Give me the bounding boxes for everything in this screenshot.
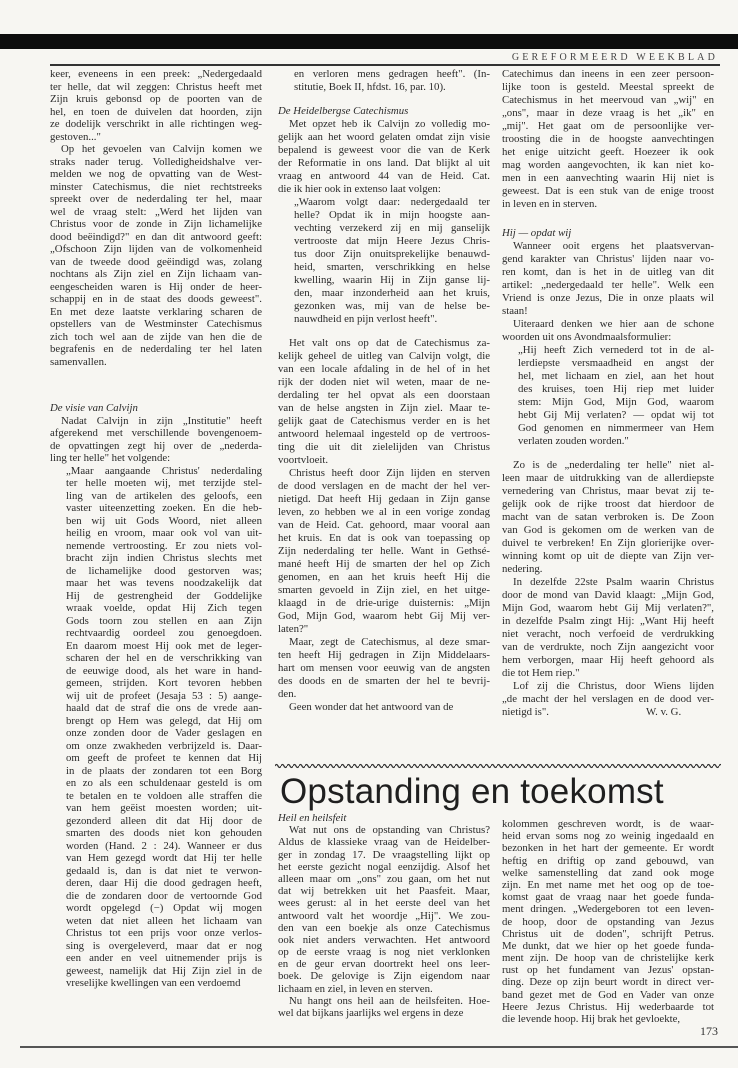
text-line: heilig en vroom, maar ook vol van uit- — [66, 527, 262, 539]
text-line: afgerekend met verschillende bovengenoem- — [50, 427, 262, 439]
text-line: Nadat Calvijn in zijn „Institutie" heeft — [61, 414, 262, 427]
text-line: door de mond van David klaagt: „Mijn God, — [502, 589, 714, 601]
paragraph — [278, 118, 490, 196]
text-line: Zijn kruis gebonsd op de poorten van de — [50, 93, 262, 105]
text-line: Vriend is onze Jezus, Die in onze plaats wil — [502, 292, 714, 304]
text-line: De visie van Calvijn — [50, 402, 138, 414]
text-line: schappij en in de staat des doods geweest". — [50, 293, 262, 305]
paragraph — [502, 318, 714, 344]
text-line: in de plaats der zondaren tot een Borg — [66, 764, 262, 777]
text-line: zich toch wel aan de zijde van hen die de — [50, 330, 262, 343]
text-line: staan! — [502, 305, 528, 317]
text-line: begrafenis en de nederdaling ter hel laten — [50, 343, 262, 355]
text-line: Zo is de „nederdaling ter helle" niet al- — [513, 459, 714, 471]
text-line: Geen wonder dat het antwoord van de — [289, 701, 454, 713]
text-line: ten heeft Hij gedragen in Zijn Middelaars- — [278, 649, 490, 661]
text-line: de lichamelijke dood gestorven was; — [66, 564, 262, 577]
text-line: men in een aanvechting waarin Hij niet is — [502, 172, 714, 184]
text-line: artikel: „nedergedaald ter helle". Welk een — [502, 279, 714, 291]
section-heading — [278, 812, 490, 824]
text-line: van de Heid. Cat. gehoord, maar vooral aan — [278, 519, 490, 531]
text-line: stitutie, Boek II, hfdst. 16, par. 10). — [294, 81, 446, 93]
text-line: gelijk gaat de Catechismus verder en is het — [278, 415, 490, 427]
text-line: winning komt op uit de diepte van Zijn ver- — [502, 550, 714, 562]
text-line: ding. Deze op zijn beurt wordt in direct ver- — [502, 976, 714, 989]
text-line: hart om mensen voor eeuwig van de angsten — [278, 662, 490, 674]
text-line: op de eerste vraag is nog niet verklonken — [278, 946, 490, 959]
text-line: gelijk ook de rijke troost dat hierdoor de — [502, 498, 714, 510]
paragraph — [278, 467, 490, 636]
paragraph — [502, 459, 714, 576]
text-line: ook niet anders verwachten. Het antwoord — [278, 933, 490, 946]
page-number: 173 — [700, 1024, 718, 1038]
text-line: smarten des doods niet kon gehouden — [66, 827, 262, 839]
text-line: vreselijke kwellingen van een verdoemd — [66, 977, 241, 989]
paragraph — [50, 143, 262, 368]
text-line: nedering. — [502, 563, 543, 575]
block-quote — [278, 68, 490, 94]
text-line: „de macht der hel verslagen en de dood ver- — [502, 693, 714, 705]
text-line: sing is overgeleverd, maar dat er nog — [66, 939, 262, 952]
text-line: maar het was tevens noodzakelijk dat — [66, 577, 262, 589]
text-line: wees gerust: al in het eerste deel van het — [278, 897, 490, 910]
text-line: van hem geëist moesten worden; uit- — [66, 802, 262, 814]
article-title: Opstanding en toekomst — [280, 772, 664, 811]
text-line: lichaam en ziel, in leven en sterven. — [278, 982, 433, 995]
text-line: dat wij betrekken uit het Paasfeit. Maar, — [278, 885, 490, 898]
column-2-upper — [278, 68, 490, 714]
text-line: tus door Zijn onuitsprekelijke benauwd- — [294, 248, 490, 260]
text-line: van God is gekomen om de werken van de — [502, 524, 714, 536]
text-line: Christus heeft door Zijn lijden en sterven — [289, 467, 490, 479]
text-line: duivel te verbreken! En Zijn glorierijke over- — [502, 537, 714, 549]
text-line: „Hij heeft Zich vernederd tot in de al- — [518, 344, 714, 356]
text-line: van de verdrukte, noch Zijn aangezicht voor — [502, 641, 714, 653]
text-line: ze dodelijk verschrikt in alle richtingen weg- — [50, 118, 262, 130]
text-line: alleen maar om „ons" zou gaan, om het nut — [278, 872, 490, 885]
paragraph — [278, 701, 490, 714]
text-line: gezonken was, mij van de helse be- — [294, 300, 490, 312]
text-line: het eerste gezicht nogal eenzijdig. Alsof het — [278, 860, 490, 873]
column-1 — [50, 68, 262, 990]
text-line: en verloren mens gedragen heeft". (In- — [294, 68, 490, 80]
text-line: heftig en driftig op zand gebouwd, van — [502, 854, 714, 867]
text-line: eengescheiden waren is Hij onder de heer- — [50, 280, 262, 293]
top-black-bar — [0, 34, 738, 49]
text-line: ben wij uit Gods Woord, niet alleen — [66, 514, 262, 527]
text-line: rust op het fundament van Jezus' opstan- — [502, 964, 714, 977]
text-line: de dood verslagen en de macht der hel ver- — [278, 480, 490, 492]
text-line: kolommen geschreven wordt, is de waar- — [502, 818, 714, 830]
text-line: Catechimus dan ineens in een zeer persoon- — [502, 68, 714, 80]
text-line: God genomen en nimmermeer van Hem — [518, 422, 714, 434]
text-line: gestoven..." — [50, 130, 101, 143]
text-line: ment zijn. De hoop van de christelijke kerk — [502, 952, 714, 965]
text-line: ger in zondag 17. De vraagstelling lijkt op — [278, 848, 490, 861]
text-line: Op het gevoelen van Calvijn komen we — [61, 143, 262, 155]
text-line: vertrooste dat mijn Heere Jezus Chris- — [294, 235, 490, 247]
text-line: lerdiepste versmaadheid en angst der — [518, 357, 714, 369]
text-line: Aldus de klassieke vraag van de Heidelber- — [278, 836, 490, 849]
paragraph — [50, 415, 262, 465]
wavy-divider — [275, 762, 721, 770]
text-line: het enige uitzicht geeft. Hoezeer ik ook — [502, 146, 714, 158]
text-line: bezonken in het hart der gemeente. Er wordt — [502, 842, 714, 855]
text-line: rijk der doden niet wil weten, maar de ne- — [278, 376, 490, 388]
text-line: Met opzet heb ik Calvijn zo volledig mo- — [289, 118, 490, 130]
text-line: zijn. En met name met het oog op de toe- — [502, 878, 714, 891]
text-line: worden (Hand. 2 : 24). Wanneer er dus — [66, 839, 262, 852]
header-rule — [50, 64, 720, 66]
text-line: nauwdheid en pijn verlost heeft". — [294, 313, 438, 325]
text-line: Wat nut ons de opstanding van Christus? — [289, 824, 490, 837]
text-line: dood beëindigd?" en dan dit antwoord geeft: — [50, 230, 262, 243]
text-line: gelijk aan het woord gelaten omdat zijn visie — [278, 131, 490, 143]
text-line: ren komt, dan is het in de uitleg van dit — [502, 266, 714, 278]
paragraph — [502, 240, 714, 318]
text-line: hel, met lichaam en ziel, aan het hout — [518, 370, 714, 382]
text-line: om geeft de profeet te kennen dat Hij — [66, 752, 262, 764]
text-line: rechtvaardig oordeel zou genoegdoen. — [66, 627, 262, 639]
paragraph — [278, 824, 490, 995]
text-line: derdaling ter hel opvat als een doorstaan — [278, 389, 490, 401]
text-line: straks nader terug. Volledigheidshalve ver- — [50, 155, 262, 168]
text-line: Wanneer ooit ergens het plaatsvervan- — [513, 240, 714, 252]
text-line: in leven en in sterven. — [502, 198, 598, 210]
text-line: die tot Hem riep." — [502, 667, 580, 679]
text-line: in dezelfde Psalm zingt Hij: „Want Hij heeft — [502, 615, 714, 627]
text-line: macht van de satan verbroken is. De Zoon — [502, 511, 714, 523]
text-line: stem: Mijn God, Mijn God, waarom — [518, 396, 714, 408]
paragraph — [502, 818, 714, 1025]
text-line: die de zondaren door de vertoornde God — [66, 889, 262, 902]
block-quote — [502, 344, 714, 448]
text-line: kwelling, waarin Hij in Zijn ganse lij- — [294, 274, 490, 286]
text-line: ting die uit dit zielelijden van Christus — [278, 441, 490, 453]
text-line: om onze zwakheden verbrijzeld is. Daar- — [66, 739, 262, 752]
text-line: de eeuwige dood, als het ware in hand- — [66, 664, 262, 677]
text-line: ter helle moeten wij, met terzijde stel- — [66, 477, 262, 489]
text-line: vernedering van Christus, maar bevat zij te- — [502, 485, 714, 497]
text-line: de opvattingen zegt hij over de „nederda- — [50, 439, 262, 452]
text-line: welke samenstelling dat zand ook moge — [502, 866, 714, 879]
text-line: die levende hoop. Hij brak het gevloekte, — [502, 1013, 681, 1025]
text-line: ling ter helle" het volgende: — [50, 452, 171, 464]
text-line: nemende vertroosting. Er zou niets vol- — [66, 539, 262, 552]
block-quote — [50, 465, 262, 990]
text-line: Christus tot een prijs voor onze verlos- — [66, 927, 262, 939]
text-line: Maar, zegt de Catechismus, al deze smar- — [289, 636, 490, 648]
text-line: komst gaat de vraag naar het goede funda- — [502, 891, 714, 904]
text-line: „mij". Het gaat om de persoonlijke ver- — [502, 120, 714, 132]
paragraph — [278, 337, 490, 467]
text-line: het kruis. En dat is ook van toepassing op — [278, 532, 490, 544]
text-line: vraag en antwoord 44 van de Heid. Cat. — [278, 170, 490, 182]
text-line: van een locale afdaling in de hel of in het — [278, 363, 490, 375]
text-line: Mijn God, waarom hebt Gij Mij verlaten?", — [502, 602, 714, 614]
text-line: Gods toorn zou stellen en aan Zijn — [66, 614, 262, 627]
text-line: heid, smarten, verschrikking en helse — [294, 261, 490, 273]
text-line: wel dat bijkans jaarlijks wel ergens in deze — [278, 1007, 464, 1019]
text-line: de hoop, door de opstanding van Jezus — [502, 915, 714, 928]
text-line: hem verborgen, maar Hij heeft gehoord als — [502, 654, 714, 666]
text-line: In dezelfde 22ste Psalm waarin Christus — [513, 576, 714, 588]
text-line: ling van de artikelen des geloofs, een — [66, 489, 262, 502]
text-line: verlaten zouden worden." — [518, 435, 629, 447]
text-line: van de helse angsten in Zijn ziel. Maar te- — [278, 402, 490, 414]
text-line: mag worden aangevochten, ik kan niet ko- — [502, 159, 714, 171]
text-line: Nu hangt ons heil aan de heilsfeiten. Hoe- — [289, 994, 490, 1007]
text-line: haald dat de straf die ons de vrede aan- — [66, 702, 262, 714]
text-line: samenvallen. — [50, 355, 107, 368]
text-line: en zo als een schuldenaar gesteld is om — [66, 777, 262, 789]
block-quote — [278, 196, 490, 326]
text-line: En daarom moest Hij ook met de leger- — [66, 639, 262, 652]
text-line: „Maar aangaande Christus' nederdaling — [66, 464, 262, 477]
text-line: van Hem gezegd wordt dat Hij ter helle — [66, 852, 262, 864]
text-line: Christus uit de doden", schrijft Petrus. — [502, 927, 714, 940]
text-line: niet veracht, noch verfoeid de verdrukking — [502, 628, 714, 640]
text-line: wij uit de profeet (Jesaja 53 : 5) aange- — [66, 689, 262, 702]
text-line: wel de vraag stelt: „Werd het lijden van — [50, 205, 262, 218]
text-line: antwoord valt het woordje „Hij". We zou- — [278, 909, 490, 922]
paragraph — [502, 576, 714, 680]
text-line: Heere Jezus Christus. Hij wederbaarde tot — [502, 1000, 714, 1013]
text-line: wordt opgelegd (−) Opdat wij mogen — [66, 902, 262, 914]
text-line: „Waarom volgt daar: nedergedaald ter — [294, 196, 490, 208]
text-line: den van een boekje als onze Catechismus — [278, 921, 490, 934]
paragraph — [278, 995, 490, 1019]
text-line: smarten gevoeld in Zijn ziel, en het uitge- — [278, 584, 490, 596]
column-3-upper — [502, 68, 714, 719]
text-line: lijke toon is gesteld. Meestal spreekt de — [502, 81, 714, 93]
text-line: Hij de gestrengheid der Goddelijke — [66, 589, 262, 602]
text-line: hel, en toen de duivelen dat hoorden, zijn — [50, 105, 262, 118]
section-heading — [502, 227, 714, 240]
text-line: gezonderd alleen dit dat Hij door de — [66, 814, 262, 827]
text-line: vechting verzekerd zij en mij ganselijk — [294, 222, 490, 234]
text-line: leven, zo hebben we al in een vorige zondag — [278, 506, 490, 518]
text-line: nietigd. Dat heeft Hij gedaan in Zijn ganse — [278, 493, 490, 505]
section-heading — [50, 402, 262, 415]
text-line: den. — [278, 688, 297, 700]
bottom-rule — [20, 1046, 738, 1048]
text-line: ter helle, dat wil zeggen: Christus heeft met — [50, 80, 262, 93]
paragraph — [502, 68, 714, 211]
text-line: geweest. Dat is een stuk van de enige troost — [502, 185, 714, 197]
text-line: band gezet met de God en Vader van onze — [502, 988, 714, 1001]
text-line: Het valt ons op dat de Catechismus za- — [289, 337, 490, 349]
text-line: keer, eveneens in een preek: „Nedergedaald — [50, 68, 262, 80]
text-line: nietigd is". W. v. G. — [502, 706, 682, 718]
text-line: gend karakter van Christus' lijden naar vo- — [502, 253, 714, 265]
text-line: heid ervan soms nog zo weinig ingedaald en — [502, 830, 714, 843]
text-line: spreekt over de nederdaling ter hel, maar — [50, 193, 262, 205]
text-line: Lof zij die Christus, door Wiens lijden — [513, 680, 714, 692]
running-header: GEREFORMEERD WEEKBLAD — [511, 52, 718, 63]
paragraph — [278, 636, 490, 701]
text-line: der Reformatie in ons land. Dat blijkt al uit — [278, 157, 490, 169]
text-line: deren, daar Hij die dood gedragen heeft, — [66, 877, 262, 889]
text-line: vaster uiteenzetting zoeken. En die heb- — [66, 502, 262, 514]
text-line: minster Catechismus, die niet rechtstreeks — [50, 180, 262, 193]
text-line: en de geur ervan doortrekt heel ons leer- — [278, 958, 490, 971]
text-line: den, maar inzonderheid aan het kruis, — [294, 287, 490, 299]
text-line: De Heidelbergse Catechismus — [278, 105, 409, 117]
text-line: opstellers van de Westminster Catechismus — [50, 318, 262, 330]
text-line: Me dunkt, dat we hier op het goede funda- — [502, 939, 714, 952]
text-line: genomen, en aan het kruis heeft Hij die — [278, 571, 490, 583]
text-line: melden we nog de opvatting van de West- — [50, 168, 262, 180]
text-line: scharen der hel en de verschrikking van — [66, 652, 262, 664]
text-line: Hij — opdat wij — [502, 227, 572, 239]
text-line: nochtans als Zijn ziel en Zijn lichaam van- — [50, 268, 262, 280]
text-line: klaagd in de drie-urige duisternis: „Mijn — [278, 597, 490, 609]
text-line: die ik hier ook in extenso laat volgen: — [278, 183, 441, 195]
text-line: boek. De gelovige is Zijn eigendom naar — [278, 970, 490, 983]
text-line: helle? Opdat ik in mijn hoogste aan- — [294, 209, 490, 221]
text-line: des doods en de smarten der hel te bevrij- — [278, 675, 490, 687]
text-line: laten?" — [278, 623, 309, 635]
text-line: „ons", maar in deze vraag is het „ik" en — [502, 107, 714, 119]
column-3-lower — [502, 818, 714, 1025]
text-line: van de tweede dood geëindigd was, zolang — [50, 255, 262, 268]
text-line: brengt op Hem was gelegd, dat Hij om — [66, 714, 262, 727]
text-line: te betalen en te voldoen alle straffen die — [66, 789, 262, 802]
text-line: een ander en veel uitnemender prijs is — [66, 952, 262, 964]
section-heading — [278, 105, 490, 118]
text-line: weten dat niet alleen het lichaam van — [66, 914, 262, 927]
text-line: voortvloeit. — [278, 454, 329, 466]
text-line: geweest, namelijk dat Hij Zijn ziel in de — [66, 964, 262, 977]
text-line: Zijn nederdaling ter helle. Want in Gethsé- — [278, 545, 490, 557]
paragraph — [50, 68, 262, 143]
text-line: mané heeft Hij de smarten der hel op Zich — [278, 558, 490, 570]
column-2-lower — [278, 812, 490, 1019]
paragraph — [502, 680, 714, 719]
text-line: antwoord helemaal ingesteld op de vertroos- — [278, 428, 490, 440]
text-line: woorden uit ons Avondmaalsformulier: — [502, 331, 672, 343]
text-line: Heil en heilsfeit — [278, 812, 347, 824]
text-line: Christus voor de zonde in Zijn lichamelijke — [50, 218, 262, 230]
text-line: wraak voelde, opdat Hij Zich tegen — [66, 602, 262, 614]
text-line: kelijk geheel de uitleg van Calvijn volgt, die — [278, 350, 490, 362]
text-line: gemeen, strijden. Kort tevoren hebben — [66, 677, 262, 689]
text-line: En met deze laatste verklaring scharen de — [50, 305, 262, 318]
text-line: hebt Gij Mij verlaten? — opdat wij tot — [518, 409, 714, 421]
text-line: „Ofschoon Zijn lijden van de volkomenheid — [50, 243, 262, 255]
text-line: ment dringen. „Wedergeboren tot een leven- — [502, 903, 714, 916]
text-line: God, Mijn God, waarom hebt Gij Mij ver- — [278, 610, 490, 622]
text-line: Catechismus in het meervoud van „wij" en — [502, 94, 714, 106]
text-line: leen maar de uitdrukking van de allerdiepste — [502, 472, 714, 484]
text-line: Uiteraard denken we hier aan de schone — [513, 318, 714, 330]
text-line: troosting die in de hoogste aanvechtingen — [502, 133, 714, 145]
text-line: gedaald is, dan is dat niet te verwon- — [66, 864, 262, 877]
text-line: bepalend is geweest voor die van de Kerk — [278, 144, 490, 156]
text-line: onze zonden door de Vader geslagen en — [66, 727, 262, 739]
text-line: des kruises, toen Hij riep met luider — [518, 383, 714, 395]
text-line: bracht zijn indien Christus slechts met — [66, 552, 262, 564]
